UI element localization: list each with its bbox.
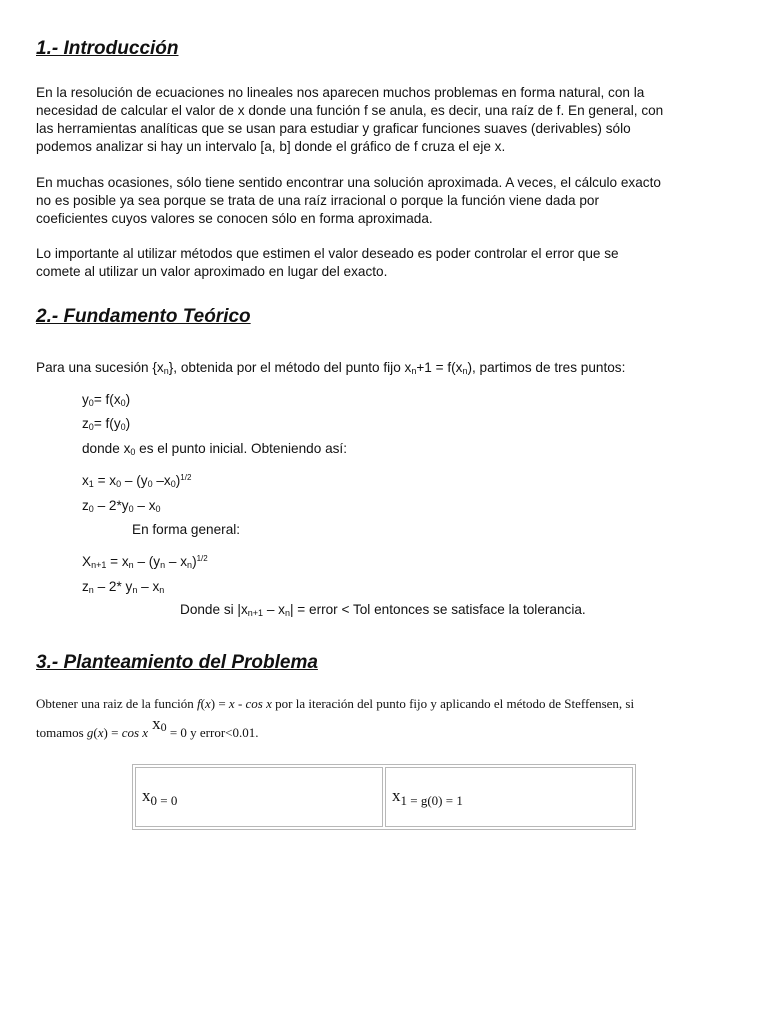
initial-point-note: donde $x_0$ es el punto inicial. Obteniendo así:	[82, 441, 347, 457]
formula-y0: $y_0= f(x_0)$	[82, 392, 131, 408]
text-line: Lo importante al utilizar métodos que estimen el valor deseado es poder controlar el error que se	[36, 246, 619, 261]
general-form-label: En forma general:	[132, 522, 241, 537]
table-cell-x0: x0 = 0	[135, 767, 383, 827]
text-line: En la resolución de ecuaciones no lineales nos aparecen muchos problemas en forma natural, con la	[36, 85, 645, 100]
theory-intro-line: Para una sucesión $\{x_n\}$, obtenida por el método del punto fijo $x_n+1 = f(x_n)$, partimos de tres puntos:	[36, 360, 626, 376]
formula-xn1: $X_{n+1} = x_n - (y_n - x_n)^{1/2}$	[82, 554, 208, 570]
problem-statement-line-1: Obtener una raiz de la función f(x) = x - cos x por la iteración del punto fijo y aplicando el método de Steffensen, si	[36, 696, 635, 711]
text-line: En muchas ocasiones, sólo tiene sentido encontrar una solución aproximada. A veces, el cálculo exacto	[36, 175, 661, 190]
table-row	[135, 767, 633, 827]
section-title-introduction: 1.- Introducción	[36, 38, 179, 59]
text-line: no es posible ya sea porque se trata de una raíz irracional o porque la función viene dada por	[36, 193, 599, 208]
tolerance-condition: Donde si $|x_{n+1} - x_n|$ = error < Tol entonces se satisface la tolerancia.	[180, 602, 586, 618]
formula-z0: $z_0= f(y_0)$	[82, 416, 131, 432]
problem-statement-line-2: tomamos g(x) = cos x $x_0 = 0$ y error<0.01.	[36, 714, 259, 740]
section-title-problem: 3.- Planteamiento del Problema	[36, 652, 318, 673]
table-cell-x1: x1 = g(0) = 1	[385, 767, 633, 827]
text-line: las herramientas analíticas que se usan para estudiar y graficar funciones suaves (derivables) sólo	[36, 121, 631, 136]
section-title-theory: 2.- Fundamento Teórico	[36, 306, 251, 327]
intro-paragraph-2	[36, 174, 736, 228]
initial-values-table	[132, 764, 636, 830]
intro-paragraph-3	[36, 245, 736, 281]
formula-z0-step: $z_0 - 2*y_0 - x_0$	[82, 498, 161, 514]
formula-x1: $x_1 = x_0 - (y_0$ $-x_0)^{1/2}$	[82, 473, 192, 489]
text-line: podemos analizar si hay un intervalo [a, b] donde el gráfico de f cruza el eje x.	[36, 139, 506, 154]
intro-paragraph-1	[36, 84, 736, 156]
text-line: comete al utilizar un valor aproximado en lugar del exacto.	[36, 264, 388, 279]
text-line: coeficientes cuyos valores se conocen sólo en forma aproximada.	[36, 211, 433, 226]
formula-zn: $z_n - 2*$ $y_n - x_n$	[82, 579, 165, 595]
text-line: necesidad de calcular el valor de x donde una función f se anula, es decir, una raíz de f. En general, con	[36, 103, 664, 118]
